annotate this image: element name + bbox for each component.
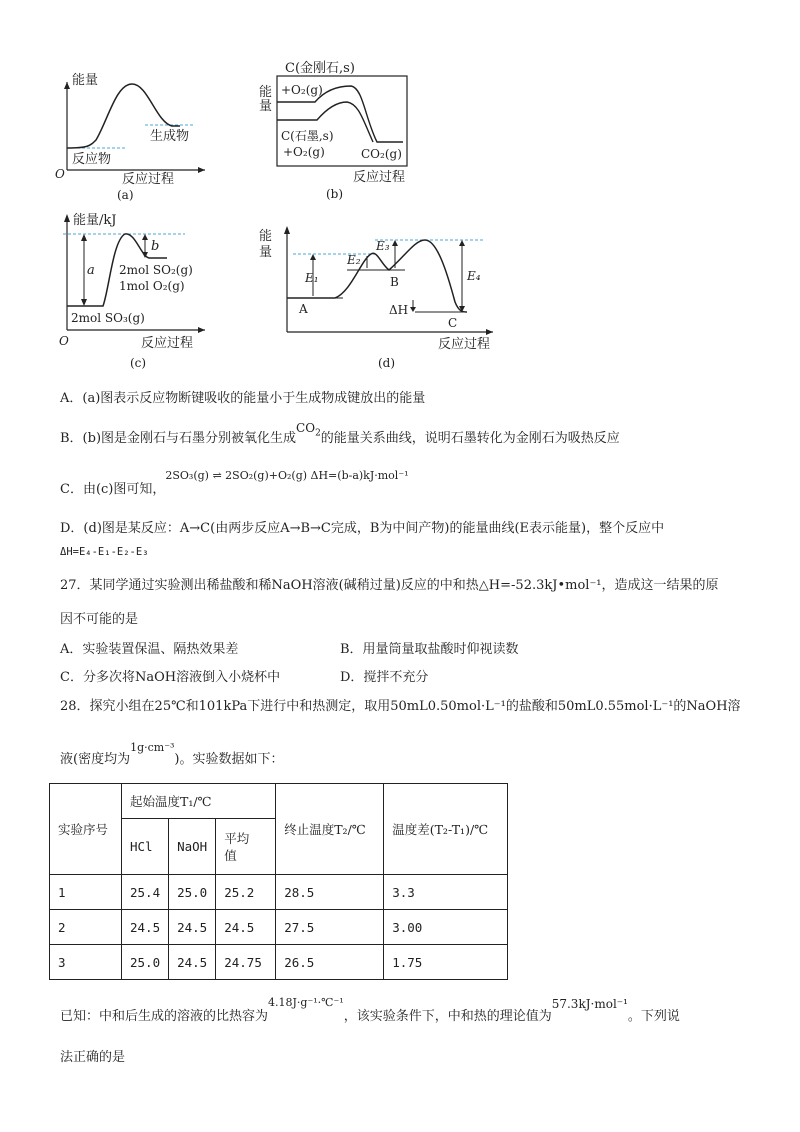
figure-caption: (a) — [117, 188, 134, 202]
table-header-row-1 — [50, 784, 508, 819]
cell-end-temp: 28.5 — [276, 875, 384, 910]
x-label: 反应过程 — [122, 172, 175, 187]
option-26-b-text-post: 的能量关系曲线，说明石墨转化为金刚石为吸热反应 — [320, 431, 620, 446]
x-axis-arrow-icon — [486, 329, 493, 335]
figure-caption: (d) — [378, 356, 396, 370]
header-end-temp: 终止温度T₂/℃ — [276, 784, 384, 875]
option-26-d-line2: ΔH=E₄-E₁-E₂-E₃ — [60, 546, 149, 558]
diamond-label: C(金刚石,s) — [285, 61, 355, 76]
arrow-dh-head-icon — [410, 307, 416, 312]
q27-option-a[interactable]: A．实验装置保温、隔热效果差 — [60, 642, 239, 657]
co2-formula-main: CO — [296, 421, 316, 435]
cell-naoh: 24.5 — [169, 945, 216, 980]
y-label-2: 量 — [259, 245, 273, 260]
theory-value: 57.3kJ·mol⁻¹ — [551, 997, 628, 1011]
co2-formula — [296, 421, 321, 439]
cell-average: 25.2 — [216, 875, 276, 910]
known-pre: 已知：中和后生成的溶液的比热容为 — [60, 1009, 269, 1024]
figure-c — [55, 210, 245, 375]
figure-b — [255, 58, 430, 203]
header-average-line2: 值 — [224, 847, 237, 863]
label-e1: E₁ — [305, 271, 319, 285]
known-mid: ，该实验条件下，中和热的理论值为 — [343, 1009, 552, 1024]
cell-seq: 1 — [50, 875, 122, 910]
so3-label: 2mol SO₃(g) — [71, 311, 145, 325]
arrow-e3-head-icon — [392, 240, 398, 246]
y-axis-arrow-icon — [284, 226, 290, 234]
q27-option-d[interactable]: D．搅拌不充分 — [340, 670, 429, 685]
figure-caption: (b) — [326, 187, 344, 201]
y-axis-arrow-icon — [64, 214, 70, 222]
label-point-c: C — [448, 316, 458, 330]
x-axis-arrow-icon — [198, 327, 205, 333]
figure-d — [255, 220, 505, 372]
cell-end-temp: 26.5 — [276, 945, 384, 980]
y-label-1: 能 — [259, 85, 273, 100]
header-average — [216, 819, 276, 875]
cell-temp-diff: 3.00 — [384, 910, 508, 945]
cell-seq: 2 — [50, 910, 122, 945]
option-26-b[interactable] — [60, 421, 620, 448]
q27-stem-line1: 27．某同学通过实验测出稀盐酸和稀NaOH溶液(碱稍过量)反应的中和热△H=-52.3kJ•mol⁻¹，造成这一结果的原 — [60, 578, 719, 593]
y-axis-arrow-icon — [64, 82, 70, 89]
origin-label: O — [55, 167, 65, 181]
arrow-e1-head-icon — [310, 254, 316, 260]
x-label: 反应过程 — [438, 337, 491, 352]
label-point-a: A — [299, 302, 308, 316]
table-row — [50, 910, 508, 945]
cell-average: 24.5 — [216, 910, 276, 945]
x-label: 反应过程 — [353, 170, 406, 185]
co2-label: CO₂(g) — [361, 147, 402, 161]
label-e3: E₃ — [376, 239, 390, 253]
x-axis-arrow-icon — [198, 167, 205, 173]
cell-naoh: 24.5 — [169, 910, 216, 945]
option-26-b-text-pre: B．(b)图是金刚石与石墨分别被氧化生成 — [60, 431, 297, 446]
cell-temp-diff: 3.3 — [384, 875, 508, 910]
y-label: 能量 — [72, 73, 99, 88]
option-26-c-equation: 2SO₃(g) ⇌ 2SO₂(g)+O₂(g) ΔH=(b-a)kJ·mol⁻¹ — [165, 469, 409, 482]
header-start-temp: 起始温度T₁/℃ — [122, 784, 276, 819]
origin-label: O — [59, 334, 69, 348]
option-26-d-line1[interactable]: D．(d)图是某反应：A→C(由两步反应A→B→C完成，B为中间产物)的能量曲线(E表示能量)，整个反应中 — [60, 521, 665, 536]
header-temp-diff: 温度差(T₂-T₁)/℃ — [384, 784, 508, 875]
table-row — [50, 875, 508, 910]
figure-a — [50, 70, 220, 210]
graphite-label: C(石墨,s) — [281, 129, 334, 143]
q28-line2-post: )。实验数据如下： — [174, 752, 284, 767]
heat-capacity-value: 4.18J·g⁻¹·℃⁻¹ — [268, 996, 344, 1009]
option-26-a[interactable]: A．(a)图表示反应物断键吸收的能量小于生成物成键放出的能量 — [60, 391, 426, 406]
experiment-data-table — [49, 783, 508, 980]
y-label-1: 能 — [259, 229, 273, 244]
co2-formula-sub: 2 — [315, 428, 321, 439]
density-value: 1g·cm⁻³ — [130, 741, 175, 754]
header-seq: 实验序号 — [50, 784, 122, 875]
cell-hcl: 24.5 — [122, 910, 169, 945]
q27-option-c[interactable]: C．分多次将NaOH溶液倒入小烧杯中 — [60, 670, 281, 685]
figure-caption: (c) — [130, 356, 147, 370]
x-label: 反应过程 — [141, 336, 194, 351]
label-b: b — [151, 239, 160, 254]
cell-end-temp: 27.5 — [276, 910, 384, 945]
diamond-o2-label: +O₂(g) — [281, 83, 323, 97]
cell-seq: 3 — [50, 945, 122, 980]
o2-label: 1mol O₂(g) — [119, 279, 185, 293]
q27-option-b[interactable]: B．用量筒量取盐酸时仰视读数 — [340, 642, 519, 657]
cell-naoh: 25.0 — [169, 875, 216, 910]
y-label: 能量/kJ — [73, 213, 117, 228]
so2-label: 2mol SO₂(g) — [119, 263, 193, 277]
option-26-c-text: C．由(c)图可知， — [60, 482, 166, 497]
label-e2: E₂ — [347, 253, 361, 267]
q28-line2-pre: 液(密度均为 — [60, 752, 131, 767]
q27-stem-line2: 因不可能的是 — [60, 612, 139, 627]
cell-average: 24.75 — [216, 945, 276, 980]
table-row — [50, 945, 508, 980]
q28-stem-line1: 28．探究小组在25℃和101kPa下进行中和热测定，取用50mL0.50mol·L⁻¹的盐酸和50mL0.55mol·L⁻¹的NaOH溶 — [60, 699, 741, 714]
header-naoh: NaOH — [169, 819, 216, 875]
label-e4: E₄ — [467, 269, 481, 283]
known-post: 。下列说 — [627, 1009, 680, 1024]
q28-last-line: 法正确的是 — [60, 1050, 126, 1065]
product-label: 生成物 — [150, 129, 190, 144]
header-average-line1: 平均 — [224, 830, 250, 846]
cell-hcl: 25.0 — [122, 945, 169, 980]
cell-hcl: 25.4 — [122, 875, 169, 910]
label-point-b: B — [390, 275, 399, 289]
y-label-2: 量 — [259, 99, 273, 114]
graphite-o2-label: +O₂(g) — [283, 145, 325, 159]
label-a: a — [87, 263, 95, 278]
cell-temp-diff: 1.75 — [384, 945, 508, 980]
label-dh: ΔH — [389, 303, 409, 317]
reactant-label: 反应物 — [72, 152, 112, 167]
header-hcl: HCl — [122, 819, 169, 875]
